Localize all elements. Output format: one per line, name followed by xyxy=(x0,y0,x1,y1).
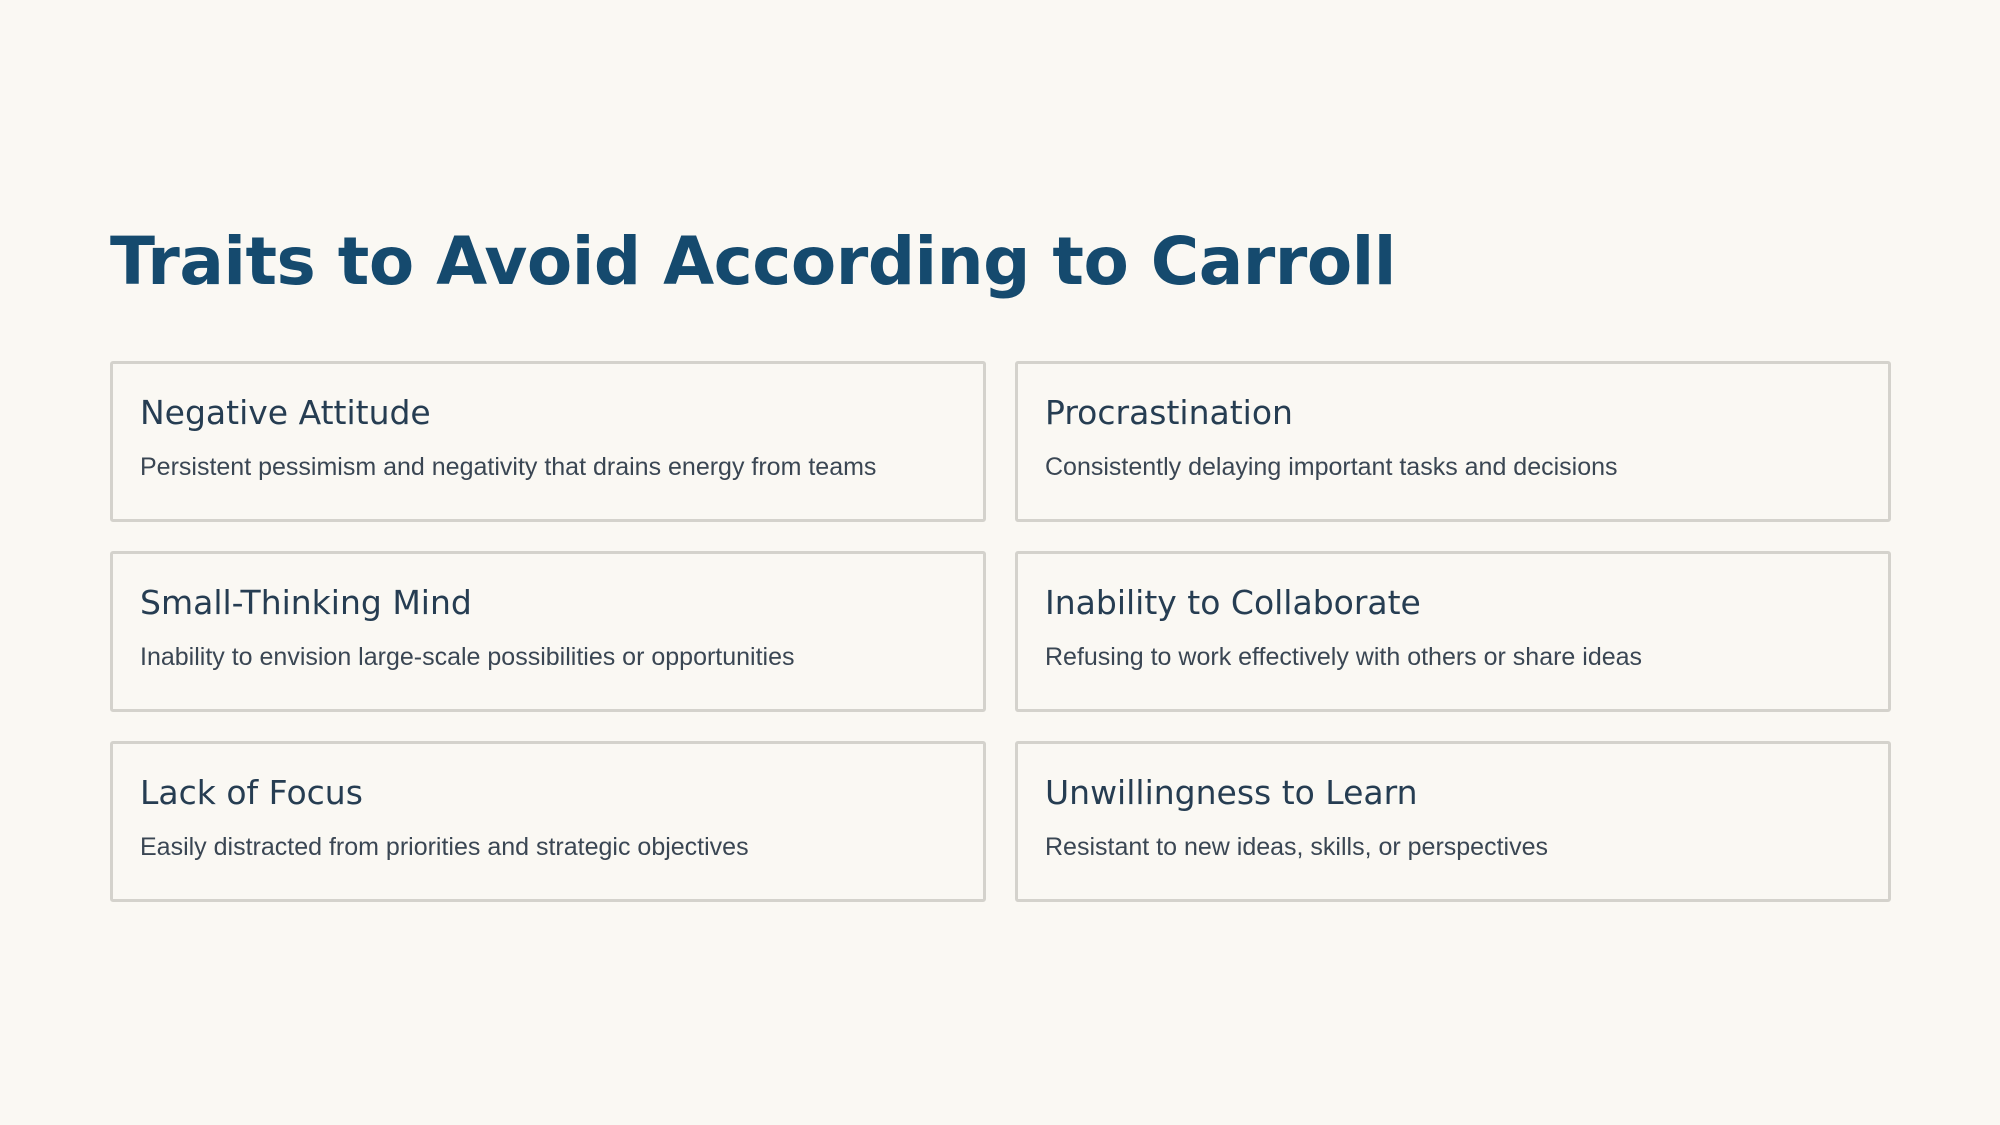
card-title: Negative Attitude xyxy=(140,393,431,432)
card-description: Resistant to new ideas, skills, or perspectives xyxy=(1045,833,1548,861)
trait-card-unwillingness-to-learn xyxy=(1015,741,1891,902)
card-title: Unwillingness to Learn xyxy=(1045,773,1418,812)
trait-card-small-thinking-mind xyxy=(110,551,986,712)
card-title: Inability to Collaborate xyxy=(1045,583,1421,622)
card-description: Easily distracted from priorities and strategic objectives xyxy=(140,833,749,861)
card-title: Small-Thinking Mind xyxy=(140,583,472,622)
trait-card-inability-to-collaborate xyxy=(1015,551,1891,712)
card-description: Refusing to work effectively with others or share ideas xyxy=(1045,643,1643,671)
card-description: Consistently delaying important tasks and decisions xyxy=(1045,453,1618,481)
card-title: Procrastination xyxy=(1045,393,1293,432)
traits-grid xyxy=(110,361,1891,902)
card-title: Lack of Focus xyxy=(140,773,363,812)
trait-card-lack-of-focus xyxy=(110,741,986,902)
trait-card-procrastination xyxy=(1015,361,1891,522)
card-description: Persistent pessimism and negativity that drains energy from teams xyxy=(140,453,877,481)
slide-title: Traits to Avoid According to Carroll xyxy=(110,223,1396,300)
card-description: Inability to envision large-scale possibilities or opportunities xyxy=(140,643,795,671)
trait-card-negative-attitude xyxy=(110,361,986,522)
